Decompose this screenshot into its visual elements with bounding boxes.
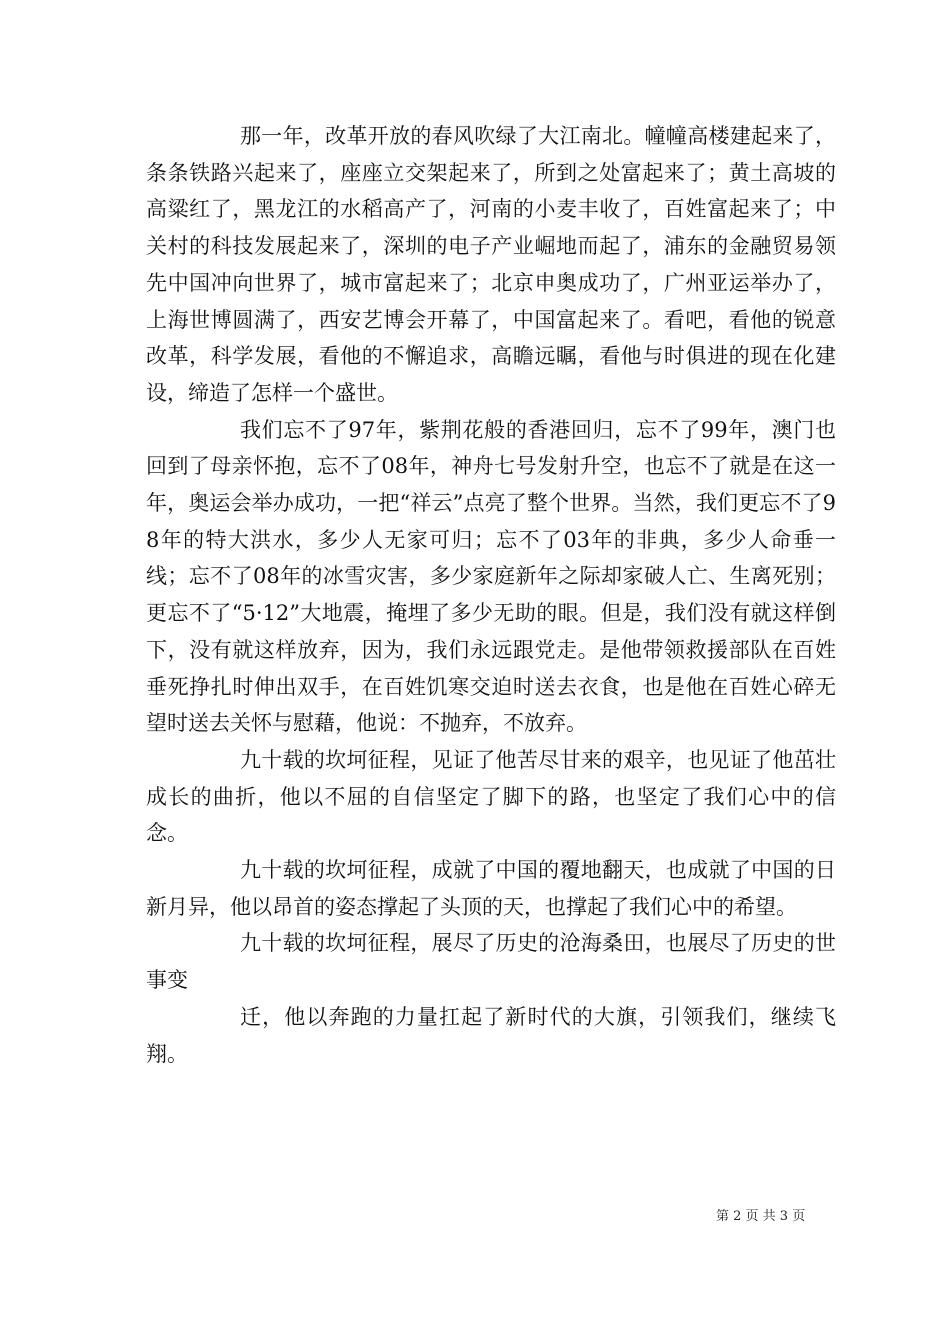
paragraph-journey-history: 九十载的坎坷征程，展尽了历史的沧海桑田，也展尽了历史的世事变 xyxy=(146,931,836,993)
paragraph-journey-continued: 迁，他以奔跑的力量扛起了新时代的大旗，引领我们，继续飞翔。 xyxy=(146,1004,836,1066)
paragraph-memories: 我们忘不了97年，紫荆花般的香港回归，忘不了99年，澳门也回到了母亲怀抱，忘不了08年，神舟七号发射升空，也忘不了就是在这一年，奥运会举办成功，一把“祥云”点亮了整个世界。当然，我们更忘不了98年的特大洪水，多少人无家可归；忘不了03年的非典，多少人命垂一线；忘不了08年的冰雪灾害，多少家庭新年之际却家破人亡、生离死别；更忘不了“5·12”大地震，掩埋了多少无助的眼。但是，我们没有就这样倒下，没有就这样放弃，因为，我们永远跟党走。是他带领救援部队在百姓垂死挣扎时伸出双手，在百姓饥寒交迫时送去衣食，也是他在百姓心碎无望时送去关怀与慰藉，他说：不抛弃，不放弃。 xyxy=(146,417,836,736)
page-footer: 第 2 页 共 3 页 xyxy=(716,1209,806,1224)
paragraph-reform: 那一年，改革开放的春风吹绿了大江南北。幢幢高楼建起来了，条条铁路兴起来了，座座立交架起来了，所到之处富起来了；黄土高坡的高粱红了，黑龙江的水稻高产了，河南的小麦丰收了，百姓富起来了；中关村的科技发展起来了，深圳的电子产业崛地而起了，浦东的金融贸易领先中国冲向世界了，城市富起来了；北京申奥成功了，广州亚运举办了，上海世博圆满了，西安艺博会开幕了，中国富起来了。看吧，看他的锐意改革，科学发展，看他的不懈追求，高瞻远瞩，看他与时俱进的现在化建设，缔造了怎样一个盛世。 xyxy=(146,124,836,405)
body-text xyxy=(146,118,836,1072)
paragraph-journey-achievement: 九十载的坎坷征程，成就了中国的覆地翻天，也成就了中国的日新月异，他以昂首的姿态撑起了头顶的天，也撑起了我们心中的希望。 xyxy=(146,858,836,919)
paragraph-journey-witness: 九十载的坎坷征程，见证了他苦尽甘来的艰辛，也见证了他茁壮成长的曲折，他以不屈的自信坚定了脚下的路，也坚定了我们心中的信念。 xyxy=(146,747,836,846)
